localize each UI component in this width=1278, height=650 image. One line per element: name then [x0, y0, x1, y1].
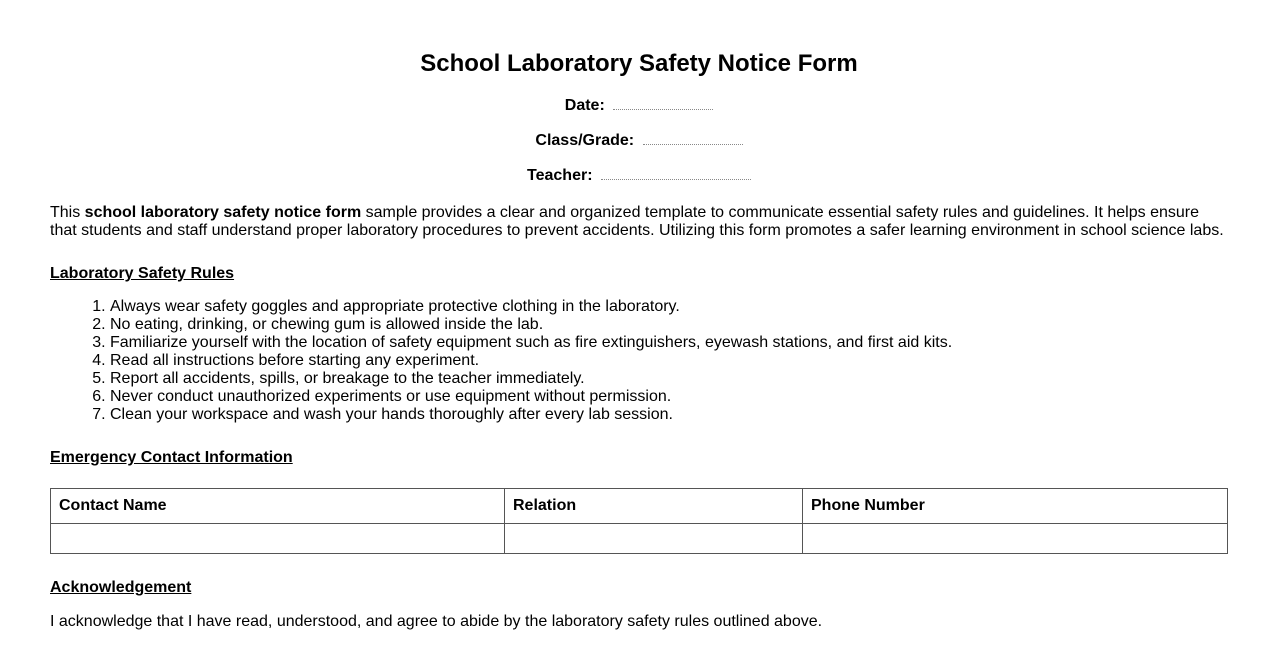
page-title: School Laboratory Safety Notice Form	[420, 50, 858, 77]
list-item: 3. Familiarize yourself with the location of safety equipment such as fire extinguishers, eyewash stations, and first aid kits.	[110, 334, 1228, 352]
teacher-label: Teacher:	[527, 167, 593, 184]
date-field-row	[50, 96, 1228, 116]
teacher-field[interactable]	[601, 167, 751, 180]
class-grade-field-row	[50, 131, 1228, 151]
contact-name-cell[interactable]	[51, 524, 505, 554]
column-header-contact-name: Contact Name	[51, 489, 505, 524]
list-item: 4. Read all instructions before starting any experiment.	[110, 352, 1228, 370]
list-item: 6. Never conduct unauthorized experiments or use equipment without permission.	[110, 388, 1228, 406]
acknowledgement-text: I acknowledge that I have read, understood, and agree to abide by the laboratory safety rules outlined above.	[50, 613, 823, 630]
class-grade-label: Class/Grade:	[535, 132, 635, 149]
rules-list	[50, 298, 1228, 424]
intro-prefix: This	[50, 204, 85, 221]
class-grade-field[interactable]	[643, 132, 743, 145]
table-row	[51, 524, 1228, 554]
phone-number-cell[interactable]	[803, 524, 1228, 554]
relation-cell[interactable]	[505, 524, 803, 554]
date-field[interactable]	[613, 97, 713, 110]
rules-heading: Laboratory Safety Rules	[50, 265, 235, 282]
teacher-field-row	[50, 166, 1228, 186]
intro-suffix: sample provides a clear and organized template to communicate essential safety rules and guidelines. It helps ensure that students and staff understand proper laboratory procedures to prevent accidents. Utilizing this form promotes a safer learning environment in school science labs.	[50, 204, 1224, 239]
acknowledgement-heading: Acknowledgement	[50, 579, 192, 596]
list-item: 5. Report all accidents, spills, or breakage to the teacher immediately.	[110, 370, 1228, 388]
list-item: 2. No eating, drinking, or chewing gum is allowed inside the lab.	[110, 316, 1228, 334]
column-header-relation: Relation	[505, 489, 803, 524]
table-header-row	[51, 489, 1228, 524]
emergency-contact-heading: Emergency Contact Information	[50, 449, 293, 466]
emergency-contact-table	[50, 488, 1228, 554]
intro-bold-term: school laboratory safety notice form	[84, 204, 362, 221]
intro-paragraph	[50, 204, 1228, 240]
list-item: 1. Always wear safety goggles and appropriate protective clothing in the laboratory.	[110, 298, 1228, 316]
date-label: Date:	[564, 97, 605, 114]
column-header-phone-number: Phone Number	[803, 489, 1228, 524]
list-item: 7. Clean your workspace and wash your hands thoroughly after every lab session.	[110, 406, 1228, 424]
